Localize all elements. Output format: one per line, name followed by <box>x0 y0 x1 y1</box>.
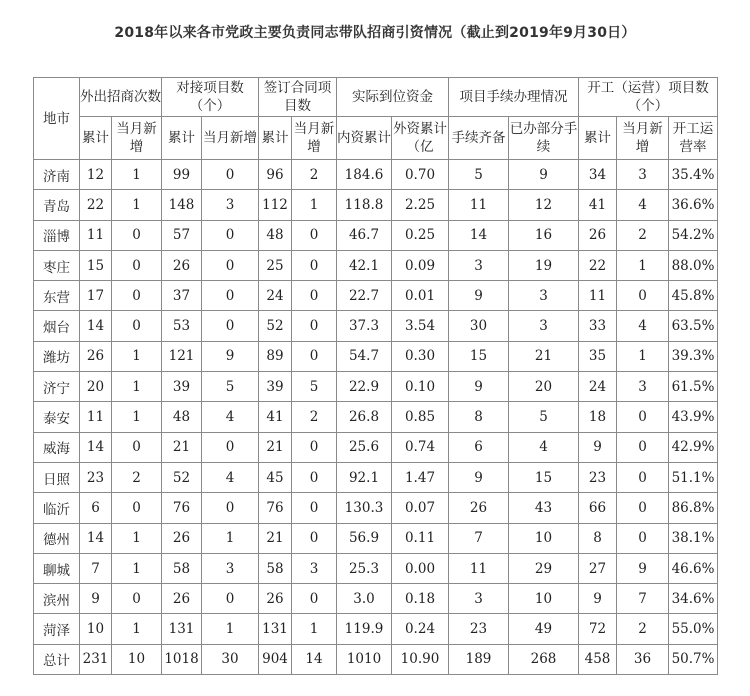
city-cell: 德州 <box>34 523 80 553</box>
table-cell: 14 <box>292 644 337 674</box>
table-cell: 121 <box>162 341 202 371</box>
table-cell: 0 <box>112 584 162 614</box>
table-cell: 96 <box>259 160 292 190</box>
table-cell: 76 <box>162 493 202 523</box>
table-cell: 11 <box>579 281 617 311</box>
table-cell: 30 <box>449 311 509 341</box>
table-cell: 34.6% <box>669 584 718 614</box>
table-cell: 0 <box>202 311 259 341</box>
table-cell: 26 <box>449 493 509 523</box>
table-row <box>34 160 718 190</box>
table-cell: 2 <box>617 614 669 644</box>
table-cell: 58 <box>259 553 292 583</box>
table-cell: 9 <box>509 160 579 190</box>
table-cell: 0 <box>292 584 337 614</box>
table-cell: 0.30 <box>392 341 449 371</box>
table-header <box>34 78 718 160</box>
header-sub: 开工运营率 <box>669 117 718 160</box>
table-cell: 1 <box>202 614 259 644</box>
table-cell: 20 <box>80 372 112 402</box>
table-cell: 9 <box>80 584 112 614</box>
table-cell: 54.7 <box>337 341 392 371</box>
table-cell: 39 <box>259 372 292 402</box>
table-row <box>34 190 718 220</box>
table-cell: 1 <box>112 372 162 402</box>
table-cell: 18 <box>579 402 617 432</box>
table-cell: 22.7 <box>337 281 392 311</box>
table-cell: 0 <box>112 281 162 311</box>
table-cell: 30 <box>202 644 259 674</box>
header-sub: 内资累计 <box>337 117 392 160</box>
table-row <box>34 220 718 250</box>
table-cell: 21 <box>259 523 292 553</box>
table-cell: 2 <box>617 220 669 250</box>
table-cell: 112 <box>259 190 292 220</box>
header-sub: 当月新增 <box>292 117 337 160</box>
table-row <box>34 402 718 432</box>
city-cell: 菏泽 <box>34 614 80 644</box>
header-group: 开工（运营）项目数（个） <box>579 78 718 117</box>
table-cell: 56.9 <box>337 523 392 553</box>
table-cell: 1 <box>292 190 337 220</box>
table-cell: 12 <box>80 160 112 190</box>
table-cell: 3.0 <box>337 584 392 614</box>
header-group: 项目手续办理情况 <box>449 78 579 117</box>
table-cell: 7 <box>449 523 509 553</box>
table-cell: 14 <box>449 220 509 250</box>
table-cell: 9 <box>449 372 509 402</box>
table-cell: 15 <box>449 341 509 371</box>
header-group: 实际到位资金 <box>337 78 449 117</box>
table-row <box>34 250 718 280</box>
table-cell: 99 <box>162 160 202 190</box>
table-cell: 41 <box>579 190 617 220</box>
city-cell: 东营 <box>34 281 80 311</box>
table-cell: 0 <box>292 462 337 492</box>
table-cell: 25 <box>259 250 292 280</box>
table-cell: 7 <box>80 553 112 583</box>
header-sub: 累计 <box>80 117 112 160</box>
table-cell: 1 <box>617 341 669 371</box>
city-cell: 聊城 <box>34 553 80 583</box>
table-row <box>34 523 718 553</box>
table-cell: 4 <box>617 311 669 341</box>
table-cell: 0 <box>292 493 337 523</box>
table-cell: 0 <box>112 493 162 523</box>
header-sub: 累计 <box>259 117 292 160</box>
table-cell: 26 <box>579 220 617 250</box>
table-cell: 904 <box>259 644 292 674</box>
table-body <box>34 160 718 675</box>
table-cell: 41 <box>259 402 292 432</box>
table-cell: 26.8 <box>337 402 392 432</box>
table-cell: 0.18 <box>392 584 449 614</box>
table-cell: 4 <box>202 462 259 492</box>
city-cell: 威海 <box>34 432 80 462</box>
table-cell: 14 <box>80 523 112 553</box>
table-cell: 0.70 <box>392 160 449 190</box>
table-cell: 2.25 <box>392 190 449 220</box>
table-cell: 36.6% <box>669 190 718 220</box>
table-cell: 36 <box>617 644 669 674</box>
table-cell: 0 <box>292 220 337 250</box>
table-cell: 5 <box>292 372 337 402</box>
table-cell: 50.7% <box>669 644 718 674</box>
header-sub: 当月新增 <box>112 117 162 160</box>
table-cell: 148 <box>162 190 202 220</box>
table-cell: 10 <box>112 644 162 674</box>
table-cell: 14 <box>80 311 112 341</box>
table-cell: 2 <box>292 160 337 190</box>
table-cell: 2 <box>292 402 337 432</box>
table-cell: 45.8% <box>669 281 718 311</box>
table-cell: 0 <box>292 311 337 341</box>
table-cell: 35 <box>579 341 617 371</box>
table-cell: 0.24 <box>392 614 449 644</box>
table-cell: 21 <box>259 432 292 462</box>
header-sub: 外资累计（亿 <box>392 117 449 160</box>
city-cell: 临沂 <box>34 493 80 523</box>
table-cell: 12 <box>509 190 579 220</box>
table-cell: 27 <box>579 553 617 583</box>
table-row <box>34 462 718 492</box>
table-cell: 7 <box>617 584 669 614</box>
table-cell: 89 <box>259 341 292 371</box>
table-cell: 0 <box>292 341 337 371</box>
header-sub: 手续齐备 <box>449 117 509 160</box>
table-cell: 0 <box>617 432 669 462</box>
table-cell: 5 <box>509 402 579 432</box>
table-cell: 184.6 <box>337 160 392 190</box>
table-cell: 3 <box>617 160 669 190</box>
table-cell: 3 <box>202 553 259 583</box>
table-cell: 0 <box>112 250 162 280</box>
table-cell: 53 <box>162 311 202 341</box>
table-cell: 42.1 <box>337 250 392 280</box>
table-cell: 0.01 <box>392 281 449 311</box>
table-cell: 61.5% <box>669 372 718 402</box>
table-cell: 46.7 <box>337 220 392 250</box>
table-cell: 0 <box>112 432 162 462</box>
table-cell: 1 <box>112 190 162 220</box>
table-cell: 55.0% <box>669 614 718 644</box>
header-sub: 累计 <box>162 117 202 160</box>
table-cell: 1 <box>112 523 162 553</box>
table-cell: 19 <box>509 250 579 280</box>
table-cell: 1018 <box>162 644 202 674</box>
table-cell: 9 <box>617 553 669 583</box>
table-cell: 10.90 <box>392 644 449 674</box>
table-cell: 92.1 <box>337 462 392 492</box>
header-sub: 累计 <box>579 117 617 160</box>
table-cell: 17 <box>80 281 112 311</box>
table-cell: 8 <box>579 523 617 553</box>
table-cell: 3 <box>509 281 579 311</box>
table-cell: 0 <box>292 281 337 311</box>
table-cell: 11 <box>449 553 509 583</box>
table-cell: 26 <box>162 250 202 280</box>
page-title: 2018年以来各市党政主要负责同志带队招商引资情况（截止到2019年9月30日） <box>114 25 636 41</box>
table-cell: 131 <box>259 614 292 644</box>
table-cell: 130.3 <box>337 493 392 523</box>
table-cell: 11 <box>80 402 112 432</box>
table-cell: 0 <box>112 311 162 341</box>
city-cell: 枣庄 <box>34 250 80 280</box>
table-cell: 0.85 <box>392 402 449 432</box>
table-cell: 0 <box>292 250 337 280</box>
table-cell: 26 <box>162 523 202 553</box>
table-cell: 23 <box>579 462 617 492</box>
table-cell: 3 <box>617 372 669 402</box>
table-cell: 24 <box>579 372 617 402</box>
table-cell: 6 <box>449 432 509 462</box>
table-cell: 8 <box>449 402 509 432</box>
table-row <box>34 281 718 311</box>
table-row <box>34 614 718 644</box>
table-cell: 10 <box>509 523 579 553</box>
table-cell: 37.3 <box>337 311 392 341</box>
table-cell: 0 <box>292 432 337 462</box>
table-cell: 118.8 <box>337 190 392 220</box>
table-cell: 52 <box>162 462 202 492</box>
table-cell: 9 <box>579 584 617 614</box>
table-cell: 15 <box>80 250 112 280</box>
table-cell: 0 <box>292 523 337 553</box>
table-row <box>34 311 718 341</box>
table-cell: 37 <box>162 281 202 311</box>
table-cell: 58 <box>162 553 202 583</box>
header-group: 签订合同项目数 <box>259 78 337 117</box>
table-cell: 11 <box>449 190 509 220</box>
city-cell: 济宁 <box>34 372 80 402</box>
table-cell: 1 <box>112 402 162 432</box>
table-cell: 0 <box>617 523 669 553</box>
table-cell: 43.9% <box>669 402 718 432</box>
table-cell: 0.10 <box>392 372 449 402</box>
table-cell: 0.00 <box>392 553 449 583</box>
city-cell: 烟台 <box>34 311 80 341</box>
table-cell: 5 <box>202 372 259 402</box>
table-cell: 3 <box>202 190 259 220</box>
table-cell: 1 <box>112 553 162 583</box>
table-cell: 0 <box>202 432 259 462</box>
table-cell: 23 <box>80 462 112 492</box>
table-cell: 54.2% <box>669 220 718 250</box>
city-cell: 青岛 <box>34 190 80 220</box>
header-sub: 当月新增 <box>617 117 669 160</box>
city-cell: 日照 <box>34 462 80 492</box>
table-cell: 26 <box>259 584 292 614</box>
table-cell: 1.47 <box>392 462 449 492</box>
table-cell: 0.74 <box>392 432 449 462</box>
table-row <box>34 553 718 583</box>
table-cell: 49 <box>509 614 579 644</box>
table-cell: 48 <box>259 220 292 250</box>
table-cell: 24 <box>259 281 292 311</box>
table-cell: 0.11 <box>392 523 449 553</box>
table-cell: 0 <box>202 220 259 250</box>
table-cell: 34 <box>579 160 617 190</box>
table-cell: 1 <box>202 523 259 553</box>
table-cell: 25.6 <box>337 432 392 462</box>
table-cell: 119.9 <box>337 614 392 644</box>
table-cell: 1 <box>112 341 162 371</box>
table-cell: 0 <box>617 493 669 523</box>
table-row <box>34 372 718 402</box>
table-cell: 39.3% <box>669 341 718 371</box>
table-cell: 9 <box>202 341 259 371</box>
table-cell: 25.3 <box>337 553 392 583</box>
table-cell: 43 <box>509 493 579 523</box>
table-cell: 46.6% <box>669 553 718 583</box>
table-cell: 26 <box>80 341 112 371</box>
table-cell: 0 <box>617 281 669 311</box>
table-row <box>34 584 718 614</box>
city-cell: 总计 <box>34 644 80 674</box>
table-cell: 21 <box>509 341 579 371</box>
table-cell: 3 <box>449 584 509 614</box>
table-cell: 4 <box>617 190 669 220</box>
table-cell: 1 <box>617 250 669 280</box>
table-cell: 72 <box>579 614 617 644</box>
table-cell: 3 <box>509 311 579 341</box>
table-cell: 268 <box>509 644 579 674</box>
table-cell: 3 <box>292 553 337 583</box>
table-cell: 0 <box>202 493 259 523</box>
table-cell: 0.25 <box>392 220 449 250</box>
city-cell: 泰安 <box>34 402 80 432</box>
table-cell: 4 <box>509 432 579 462</box>
table-cell: 26 <box>162 584 202 614</box>
table-row <box>34 432 718 462</box>
table-cell: 22 <box>579 250 617 280</box>
table-cell: 0.09 <box>392 250 449 280</box>
table-cell: 1 <box>112 614 162 644</box>
table-cell: 38.1% <box>669 523 718 553</box>
table-row <box>34 493 718 523</box>
table-cell: 48 <box>162 402 202 432</box>
table-cell: 57 <box>162 220 202 250</box>
table-cell: 11 <box>80 220 112 250</box>
table-cell: 22 <box>80 190 112 220</box>
table-cell: 10 <box>80 614 112 644</box>
table-cell: 16 <box>509 220 579 250</box>
table-cell: 29 <box>509 553 579 583</box>
table-cell: 86.8% <box>669 493 718 523</box>
table-cell: 3.54 <box>392 311 449 341</box>
table-cell: 42.9% <box>669 432 718 462</box>
table-cell: 1 <box>112 160 162 190</box>
table-cell: 131 <box>162 614 202 644</box>
table-cell: 4 <box>202 402 259 432</box>
table-cell: 3 <box>449 250 509 280</box>
table-cell: 14 <box>80 432 112 462</box>
table-cell: 39 <box>162 372 202 402</box>
investment-table <box>33 77 718 675</box>
table-cell: 35.4% <box>669 160 718 190</box>
header-city: 地市 <box>34 78 80 160</box>
table-cell: 189 <box>449 644 509 674</box>
table-cell: 15 <box>509 462 579 492</box>
table-cell: 20 <box>509 372 579 402</box>
city-cell: 潍坊 <box>34 341 80 371</box>
table-cell: 33 <box>579 311 617 341</box>
table-cell: 22.9 <box>337 372 392 402</box>
header-group: 对接项目数（个） <box>162 78 259 117</box>
table-cell: 9 <box>449 462 509 492</box>
city-cell: 滨州 <box>34 584 80 614</box>
table-cell: 2 <box>112 462 162 492</box>
table-cell: 45 <box>259 462 292 492</box>
table-cell: 21 <box>162 432 202 462</box>
table-cell: 1010 <box>337 644 392 674</box>
table-cell: 9 <box>579 432 617 462</box>
table-cell: 6 <box>80 493 112 523</box>
city-cell: 淄博 <box>34 220 80 250</box>
table-cell: 0 <box>202 250 259 280</box>
table-row <box>34 341 718 371</box>
header-group: 外出招商次数 <box>80 78 162 117</box>
table-cell: 66 <box>579 493 617 523</box>
table-cell: 231 <box>80 644 112 674</box>
table-cell: 1 <box>292 614 337 644</box>
table-cell: 9 <box>449 281 509 311</box>
table-cell: 0 <box>617 462 669 492</box>
table-cell: 0 <box>617 402 669 432</box>
header-sub: 当月新增 <box>202 117 259 160</box>
table-cell: 23 <box>449 614 509 644</box>
table-cell: 0.07 <box>392 493 449 523</box>
city-cell: 济南 <box>34 160 80 190</box>
table-cell: 0 <box>202 584 259 614</box>
table-cell: 0 <box>112 220 162 250</box>
table-cell: 0 <box>202 281 259 311</box>
table-cell: 5 <box>449 160 509 190</box>
table-cell: 88.0% <box>669 250 718 280</box>
header-sub: 已办部分手续 <box>509 117 579 160</box>
table-cell: 10 <box>509 584 579 614</box>
table-cell: 63.5% <box>669 311 718 341</box>
total-row <box>34 644 718 674</box>
table-cell: 0 <box>202 160 259 190</box>
table-cell: 76 <box>259 493 292 523</box>
table-cell: 458 <box>579 644 617 674</box>
table-cell: 52 <box>259 311 292 341</box>
table-cell: 51.1% <box>669 462 718 492</box>
